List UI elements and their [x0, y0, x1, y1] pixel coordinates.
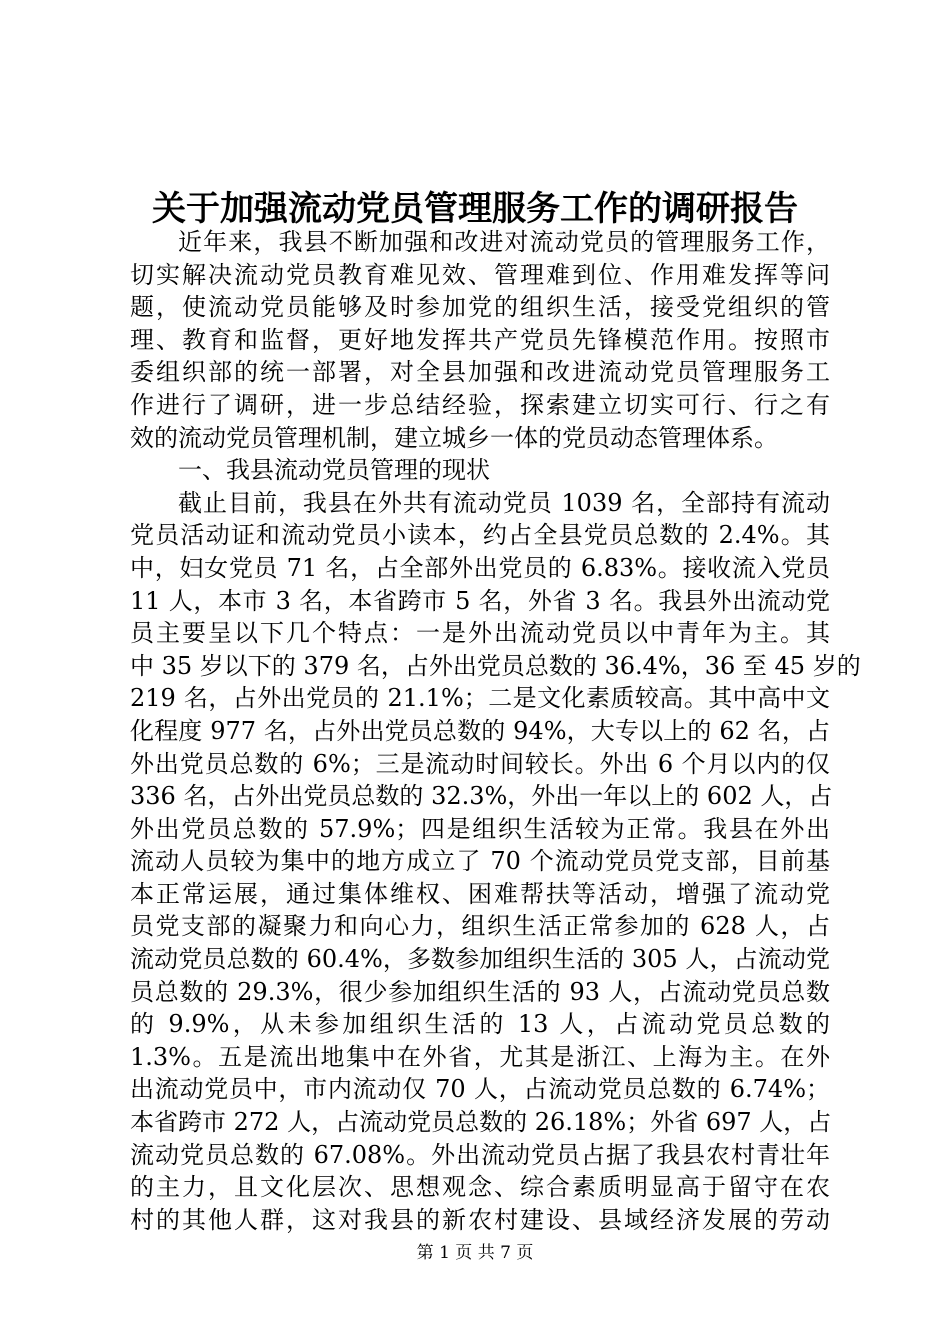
paragraph-line: 员党支部的凝聚力和向心力，组织生活正常参加的 628 人，占 [130, 912, 830, 941]
paragraph-line: 员主要呈以下几个特点：一是外出流动党员以中青年为主。其 [130, 619, 830, 648]
paragraph-line: 219 名，占外出党员的 21.1%；二是文化素质较高。其中高中文 [130, 684, 830, 713]
paragraph-line: 作进行了调研，进一步总结经验，探索建立切实可行、行之有 [130, 390, 830, 419]
paragraph-line: 流动党员总数的 60.4%，多数参加组织生活的 305 人，占流动党 [130, 945, 830, 974]
page-number: 第 1 页 共 7 页 [416, 1243, 534, 1263]
paragraph-line: 委组织部的统一部署，对全县加强和改进流动党员管理服务工 [130, 358, 830, 387]
paragraph-line: 中 35 岁以下的 379 名，占外出党员总数的 36.4%，36 至 45 岁的 [130, 651, 861, 680]
paragraph-line: 流动人员较为集中的地方成立了 70 个流动党员党支部，目前基 [130, 847, 830, 876]
paragraph-line: 村的其他人群，这对我县的新农村建设、县域经济发展的劳动 [130, 1205, 830, 1234]
paragraph-line: 外出党员总数的 6%；三是流动时间较长。外出 6 个月以内的仅 [130, 749, 830, 778]
paragraph-line: 出流动党员中，市内流动仅 70 人，占流动党员总数的 6.74%； [130, 1075, 830, 1104]
paragraph-line: 1.3%。五是流出地集中在外省，尤其是浙江、上海为主。在外 [130, 1042, 830, 1071]
paragraph-line: 中，妇女党员 71 名，占全部外出党员的 6.83%。接收流入党员 [130, 553, 830, 582]
paragraph-line: 效的流动党员管理机制，建立城乡一体的党员动态管理体系。 [130, 423, 778, 452]
paragraph-line: 题，使流动党员能够及时参加党的组织生活，接受党组织的管 [130, 293, 830, 322]
paragraph-line: 11 人，本市 3 名，本省跨市 5 名，外省 3 名。我县外出流动党 [130, 586, 830, 615]
paragraph-line: 本省跨市 272 人，占流动党员总数的 26.18%；外省 697 人，占 [130, 1108, 832, 1137]
paragraph-line: 的 9.9%，从未参加组织生活的 13 人，占流动党员总数的 [130, 1010, 830, 1039]
paragraph-line: 截止目前，我县在外共有流动党员 1039 名，全部持有流动 [178, 488, 830, 517]
document-title: 关于加强流动党员管理服务工作的调研报告 [152, 189, 798, 229]
paragraph-line: 党员活动证和流动党员小读本，约占全县党员总数的 2.4%。其 [130, 521, 830, 550]
paragraph-line: 流动党员总数的 67.08%。外出流动党员占据了我县农村青壮年 [130, 1140, 830, 1169]
paragraph-line: 336 名，占外出党员总数的 32.3%，外出一年以上的 602 人，占 [130, 782, 833, 811]
document-body [130, 226, 861, 1236]
paragraph-line: 化程度 977 名，占外出党员总数的 94%，大专以上的 62 名，占 [130, 716, 830, 745]
paragraph-line: 本正常运展，通过集体维权、困难帮扶等活动，增强了流动党 [130, 879, 830, 908]
paragraph-line: 理、教育和监督，更好地发挥共产党员先锋模范作用。按照市 [130, 325, 830, 354]
paragraph-line: 员总数的 29.3%，很少参加组织生活的 93 人，占流动党员总数 [130, 977, 830, 1006]
paragraph-line: 的主力，且文化层次、思想观念、综合素质明显高于留守在农 [130, 1173, 830, 1202]
paragraph-line: 近年来，我县不断加强和改进对流动党员的管理服务工作， [178, 228, 830, 256]
section-heading: 一、我县流动党员管理的现状 [178, 456, 490, 485]
paragraph-line: 切实解决流动党员教育难见效、管理难到位、作用难发挥等问 [130, 260, 830, 289]
paragraph-line: 外出党员总数的 57.9%；四是组织生活较为正常。我县在外出 [130, 814, 830, 843]
